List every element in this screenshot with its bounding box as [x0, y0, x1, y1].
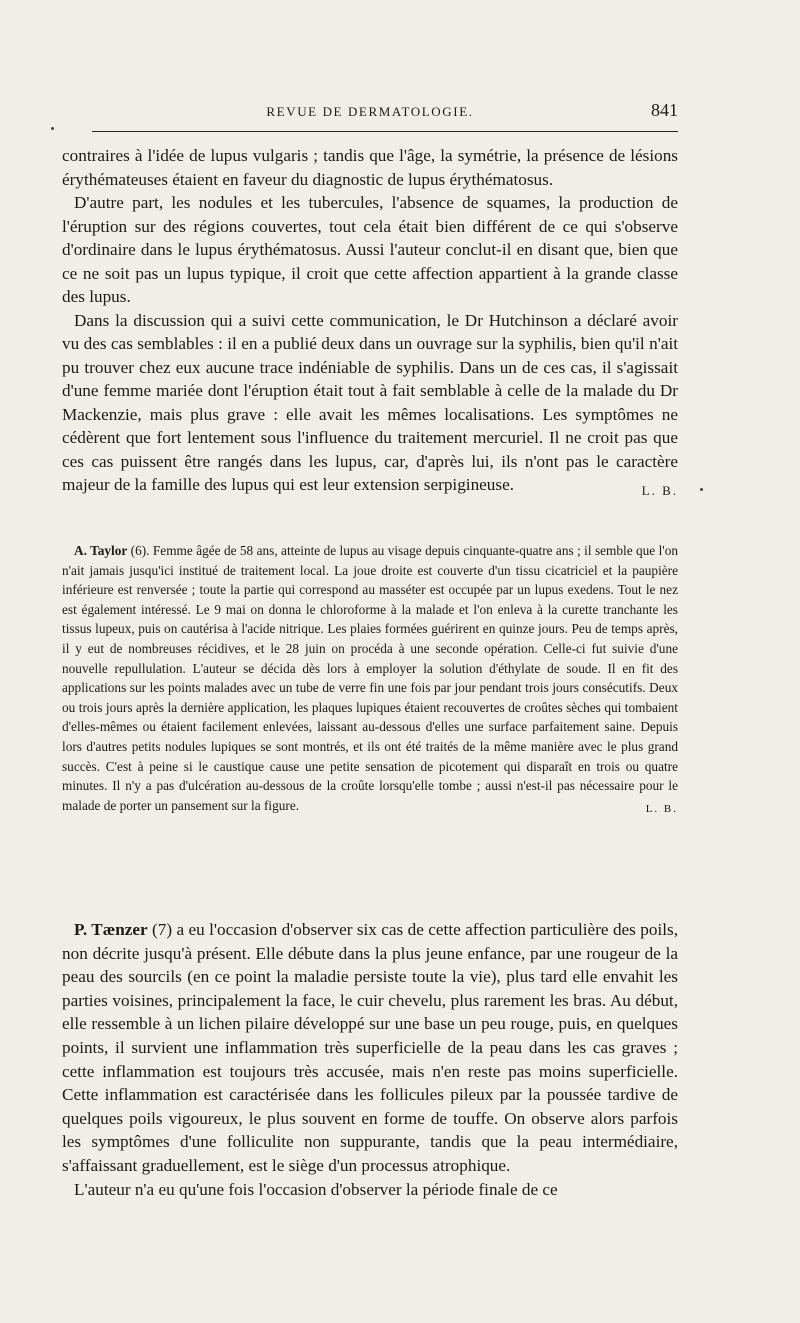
running-head: [62, 100, 678, 124]
section-mackenzie-discussion: [62, 144, 678, 503]
signature: L. B.: [641, 483, 678, 498]
paragraph: contraires à l'idée de lupus vulgaris ; tandis que l'âge, la symétrie, la présence de lésions érythémateuses étaient en faveur du diagnostic de lupus érythématosus.: [62, 146, 678, 189]
paragraph: [62, 309, 678, 497]
section-taenzer-abstract: [62, 918, 678, 1201]
paragraph: D'autre part, les nodules et les tubercules, l'absence de squames, la production de l'éruption sur des régions couvertes, tout cela était bien différent de ce qui s'observe d'ordinaire dans le lupus érythématosus. Aussi l'auteur conclut-il en disant que, bien que ce ne soit pas un lupus typique, il croit que cette affection appartient à la grande classe des lupus.: [62, 193, 678, 306]
paragraph: [62, 918, 678, 1178]
header-rule: [92, 131, 678, 132]
page-number: 841: [651, 100, 678, 120]
paragraph-text: Dans la discussion qui a suivi cette communication, le Dr Hutchinson a déclaré avoir vu des cas semblables : il en a publié deux dans un ouvrage sur la syphilis, bien qu'il n'ait pu trouver chez eux aucune trace indéniable de syphilis. Dans un de ces cas, il s'agissait d'une femme mariée dont l'éruption était tout à fait semblable à celle de la malade du Dr Mackenzie, mais plus grave : elle avait les mêmes localisations. Les symptômes ne cédèrent que fort lentement sous l'influence du traitement mercuriel. Il ne croit pas que ces cas puissent être rangés dans les lupus, car, d'après lui, ils n'ont pas le caractère majeur de la famille des lupus qui est leur extension serpigineuse.: [62, 310, 678, 494]
section-taylor-abstract: [62, 541, 678, 819]
author-name: A. Taylor: [74, 543, 128, 558]
paragraph-text: (6). Femme âgée de 58 ans, atteinte de lupus au visage depuis cinquante-quatre ans ; il semble que l'on n'ait jamais jusqu'ici institué de traitement local. La joue droite est couverte d'un tissu cicatriciel et la paupière inférieure est renversée ; toute la partie qui correspond au masséter est occupée par un lupus exedens. Tout le nez est également intéressé. Le 9 mai on donna le chloroforme à la malade et l'on enleva à la curette tranchante les tissus lupeux, puis on cautérisa à l'acide nitrique. Les plaies formées guérirent en quinze jours. Peu de temps après, il y eut de nombreuses récidives, et le 28 juin on procéda à une seconde opération. Celle-ci fut suivie d'une nouvelle repullulation. L'auteur se décida dès lors à employer la solution d'éthylate de soude. Il en fit des applications sur les points malades avec un tube de verre fin une fois par jour pendant trois jours consécutifs. Deux ou trois jours après la dernière application, les plaques lupiques étaient recouvertes de croûtes sèches qui tombaient d'elles-mêmes ou étaient facilement enlevées, laissant au-dessous d'elles une surface parfaitement saine. Depuis lors d'autres petits nodules lupiques se sont montrés, et ils ont été traités de la même manière avec le plus grand succès. C'est à peine si le caustique cause une petite sensation de picotement qui disparaît en trois ou quatre minutes. Il n'y a pas d'ulcération au-dessous de la croûte lorsqu'elle tombe ; aussi n'est-il pas nécessaire pour le malade de porter un pansement sur la figure.: [62, 543, 679, 813]
print-speck: [51, 127, 54, 130]
journal-title: REVUE DE DERMATOLOGIE.: [266, 104, 474, 119]
signature: L. B.: [645, 802, 678, 815]
paragraph: [62, 541, 678, 815]
print-speck: [700, 488, 703, 491]
paragraph-text: (7) a eu l'occasion d'observer six cas de cette affection particulière des poils, non décrite jusqu'à présent. Elle débute dans la plus jeune enfance, par une rougeur de la peau des sourcils (en ce point la maladie persiste toute la vie), plus tard elle envahit les parties voisines, principalement la face, le cuir chevelu, plus rarement les bras. Au début, elle ressemble à un lichen pilaire développé sur une base un peu rouge, puis, en quelques points, il survient une inflammation très superficielle de la peau dans les cas graves ; cette inflammation est toujours très accusée, mais n'en reste pas moins superficielle. Cette inflammation est caractérisée dans les follicules pileux par la poussée tardive de quelques poils vigoureux, le plus souvent en forme de touffe. On observe alors parfois les symptômes d'une folliculite non suppurante, tandis que la peau intermédiaire, s'affaissant graduellement, est le siège d'un processus atrophique.: [62, 920, 678, 1175]
paragraph: L'auteur n'a eu qu'une fois l'occasion d'observer la période finale de ce: [74, 1179, 558, 1199]
author-name: P. Tænzer: [74, 920, 148, 939]
